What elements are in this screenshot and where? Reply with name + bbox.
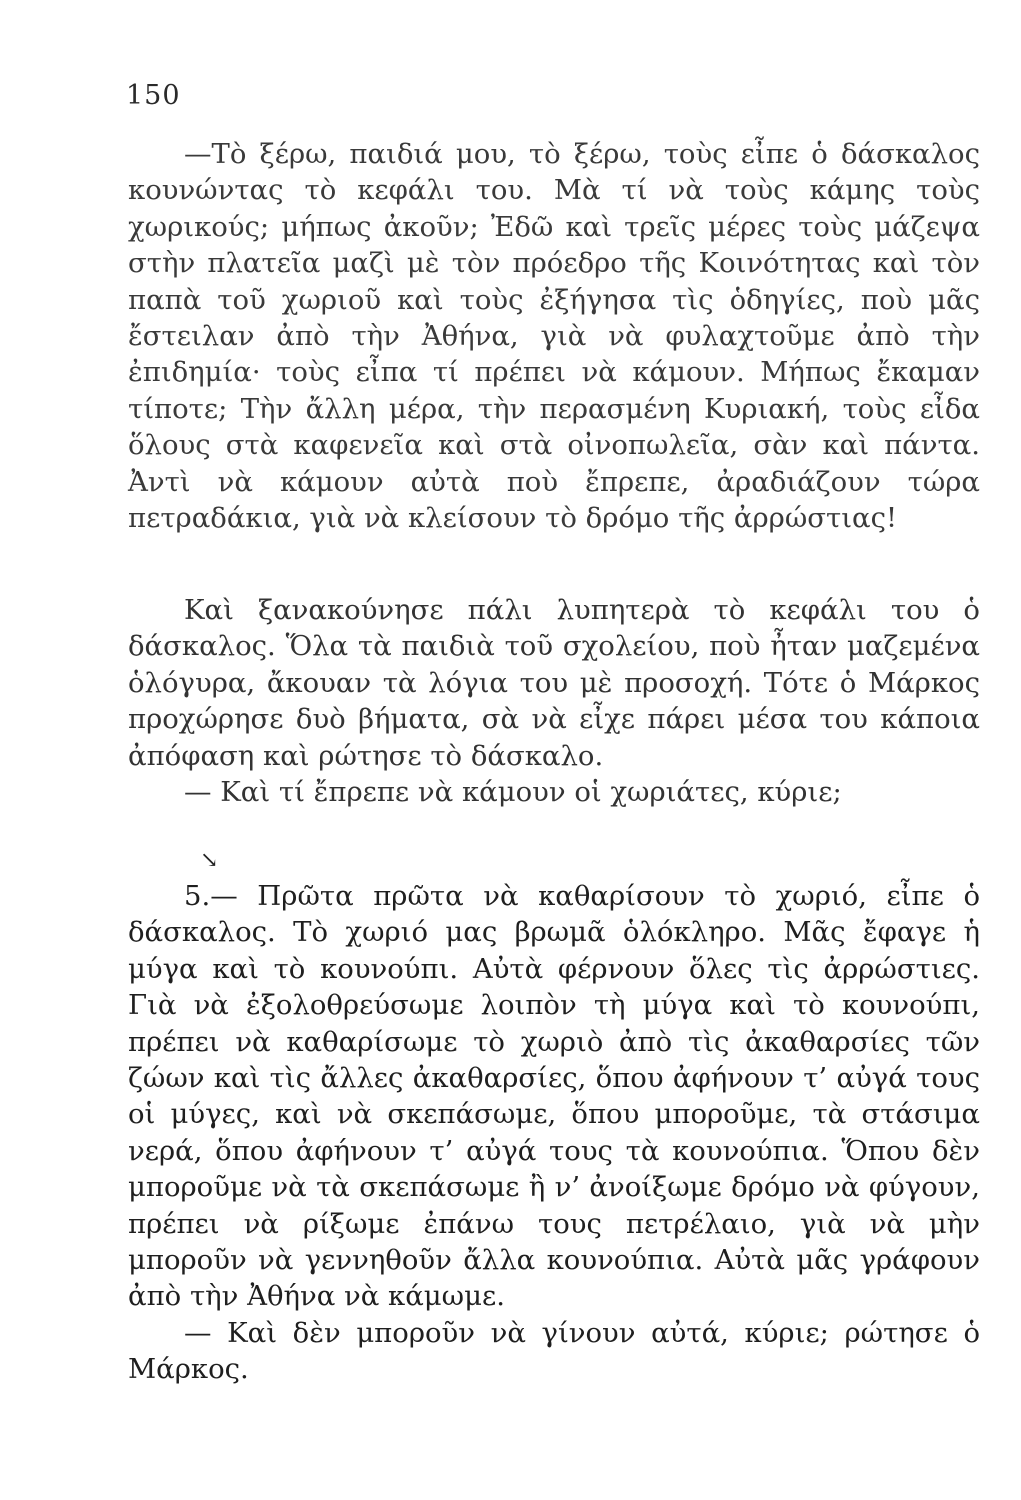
paragraph: Καὶ ξανακούνησε πάλι λυπητερὰ τὸ κεφάλι του ὁ δάσκαλος. Ὅλα τὰ παιδιὰ τοῦ σχολείου, ποὺ ἦταν μαζεμένα ὁλόγυρα, ἄκουαν τὰ λόγια του μὲ προσοχή. Τότε ὁ Μάρκος προχώρησε δυὸ βήματα, σὰ νὰ εἶχε πάρει μέσα του κάποια ἀπόφαση καὶ ρώτησε τὸ δάσκαλο. bbox=[128, 594, 980, 772]
paragraph-dialogue: — Καὶ τί ἔπρεπε νὰ κάμουν οἱ χωριάτες, κύριε; bbox=[184, 776, 842, 809]
text-block-teacher-reply bbox=[128, 136, 980, 536]
text-block-section-5 bbox=[128, 878, 980, 1388]
paragraph: 5.— Πρῶτα πρῶτα νὰ καθαρίσουν τὸ χωριό, εἶπε ὁ δάσκαλος. Τὸ χωριό μας βρωμᾶ ὁλόκληρο. Μᾶς ἔφαγε ἡ μύγα καὶ τὸ κουνούπι. Αὐτὰ φέρνουν ὅλες τὶς ἀρρώστιες. Γιὰ νὰ ἐξολοθρεύσωμε λοιπὸν τὴ μύγα καὶ τὸ κουνούπι, πρέπει νὰ καθαρίσωμε τὸ χωριὸ ἀπὸ τὶς ἀκαθαρσίες τῶν ζώων καὶ τὶς ἄλλες ἀκαθαρσίες, ὅπου ἀφήνουν τ’ αὐγά τους οἱ μύγες, καὶ νὰ σκεπάσωμε, ὅπου μποροῦμε, τὰ στάσιμα νερά, ὅπου ἀφήνουν τ’ αὐγά τους τὰ κουνούπια. Ὅπου δὲν μποροῦμε νὰ τὰ σκεπάσωμε ἢ ν’ ἀνοίξωμε δρόμο νὰ φύγουν, πρέπει νὰ ρίξωμε ἐπάνω τους πετρέλαιο, γιὰ νὰ μὴν μποροῦν νὰ γεννηθοῦν ἄλλα κουνούπια. Αὐτὰ μᾶς γράφουν ἀπὸ τὴν Ἀθήνα νὰ κάμωμε. bbox=[128, 880, 980, 1313]
paragraph: —Τὸ ξέρω, παιδιά μου, τὸ ξέρω, τοὺς εἶπε ὁ δάσκαλος κουνώντας τὸ κεφάλι του. Μὰ τί νὰ τοὺς κάμης τοὺς χωρικούς; μήπως ἀκοῦν; Ἐδῶ καὶ τρεῖς μέρες τοὺς μάζεψα στὴν πλατεῖα μαζὶ μὲ τὸν πρόεδρο τῆς Κοινότητας καὶ τὸν παπὰ τοῦ χωριοῦ καὶ τοὺς ἐξήγησα τὶς ὁδηγίες, ποὺ μᾶς ἔστειλαν ἀπὸ τὴν Ἀθήνα, γιὰ νὰ φυλαχτοῦμε ἀπὸ τὴν ἐπιδημία· τοὺς εἶπα τί πρέπει νὰ κάμουν. Μήπως ἔκαμαν τίποτε; Τὴν ἄλλη μέρα, τὴν περασμένη Κυριακή, τοὺς εἶδα ὅλους στὰ καφενεῖα καὶ στὰ οἰνοπωλεῖα, σὰν καὶ πάντα. Ἀντὶ νὰ κάμουν αὐτὰ ποὺ ἔπρεπε, ἀραδιάζουν τώρα πετραδάκια, γιὰ νὰ κλείσουν τὸ δρόμο τῆς ἀρρώστιας! bbox=[128, 138, 980, 535]
handwritten-check-mark: ↘ bbox=[200, 848, 219, 873]
page-number: 150 bbox=[126, 80, 181, 111]
text-block-narration bbox=[128, 592, 980, 810]
paragraph-dialogue: — Καὶ δὲν μποροῦν νὰ γίνουν αὐτά, κύριε; ρώτησε ὁ Μάρκος. bbox=[128, 1316, 980, 1386]
